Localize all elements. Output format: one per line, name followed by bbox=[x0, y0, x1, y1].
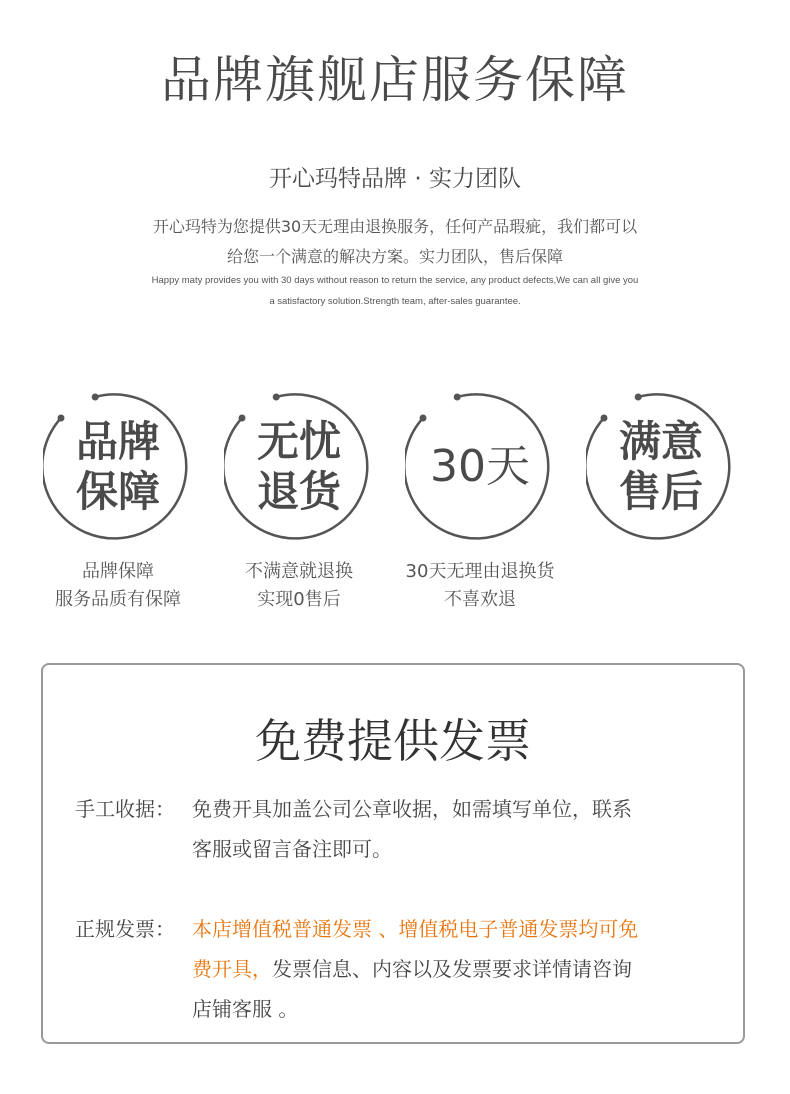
formal-line-2 bbox=[192, 949, 712, 989]
receipt-label: 手工收据： bbox=[75, 797, 175, 821]
receipt-line-2: 客服或留言备注即可。 bbox=[192, 837, 392, 861]
badge-caption-line2: 不喜欢退 bbox=[444, 589, 516, 610]
badge-caption bbox=[390, 558, 570, 614]
badge-worry-free-return bbox=[209, 392, 389, 622]
service-badges bbox=[0, 392, 790, 622]
formal-invoice-label: 正规发票： bbox=[75, 917, 175, 941]
badge-caption-line2: 实现0售后 bbox=[257, 589, 341, 610]
badge-title bbox=[405, 392, 555, 542]
page-subtitle: 开心玛特品牌 · 实力团队 bbox=[269, 166, 521, 192]
badge-caption-line1: 30天无理由退换货 bbox=[405, 561, 555, 582]
formal-highlight-line-2: 费开具， bbox=[192, 957, 272, 981]
badge-caption bbox=[209, 558, 389, 614]
badge-title-line1: 满意 bbox=[618, 417, 703, 466]
badge-satisfied-service bbox=[571, 392, 751, 622]
receipt-text bbox=[192, 789, 712, 869]
badge-title bbox=[224, 392, 374, 542]
intro-line-1: 开心玛特为您提供30天无理由退换服务，任何产品瑕疵，我们都可以 bbox=[152, 217, 638, 236]
intro-chinese bbox=[0, 212, 790, 272]
intro-english bbox=[95, 270, 695, 312]
formal-invoice-text bbox=[192, 909, 712, 1029]
badge-title-line1: 品牌 bbox=[75, 417, 160, 466]
badge-title-line2: 售后 bbox=[618, 467, 703, 516]
badge-caption-line2: 服务品质有保障 bbox=[55, 589, 181, 610]
badge-30-days bbox=[390, 392, 570, 622]
badge-caption-line1: 品牌保障 bbox=[82, 561, 154, 582]
badge-title-line2: 保障 bbox=[75, 467, 160, 516]
badge-brand-guarantee bbox=[28, 392, 208, 622]
page-title: 品牌旗舰店服务保障 bbox=[161, 51, 629, 109]
intro-en-line-2: a satisfactory solution.Strength team, after-sales guarantee. bbox=[269, 296, 521, 307]
badge-title-line1: 无忧 bbox=[256, 417, 341, 466]
receipt-line-1: 免费开具加盖公司公章收据，如需填写单位，联系 bbox=[192, 797, 632, 821]
badge-title-line1: 30天 bbox=[430, 441, 530, 492]
badge-title bbox=[43, 392, 193, 542]
intro-line-2: 给您一个满意的解决方案。实力团队，售后保障 bbox=[226, 247, 563, 266]
badge-caption bbox=[28, 558, 208, 614]
badge-title bbox=[586, 392, 736, 542]
invoice-panel bbox=[41, 663, 745, 1044]
formal-highlight-line-1: 本店增值税普通发票 、增值税电子普通发票均可免 bbox=[192, 917, 639, 941]
formal-detail-text: 发票信息、内容以及发票要求详情请咨询 bbox=[272, 957, 632, 981]
formal-line-3: 店铺客服 。 bbox=[192, 997, 299, 1021]
badge-title-line2: 退货 bbox=[256, 467, 341, 516]
badge-caption-line1: 不满意就退换 bbox=[245, 561, 353, 582]
intro-en-line-1: Happy maty provides you with 30 days without reason to return the service, any product defects,We can all give you bbox=[151, 275, 639, 286]
invoice-title: 免费提供发票 bbox=[255, 714, 531, 768]
